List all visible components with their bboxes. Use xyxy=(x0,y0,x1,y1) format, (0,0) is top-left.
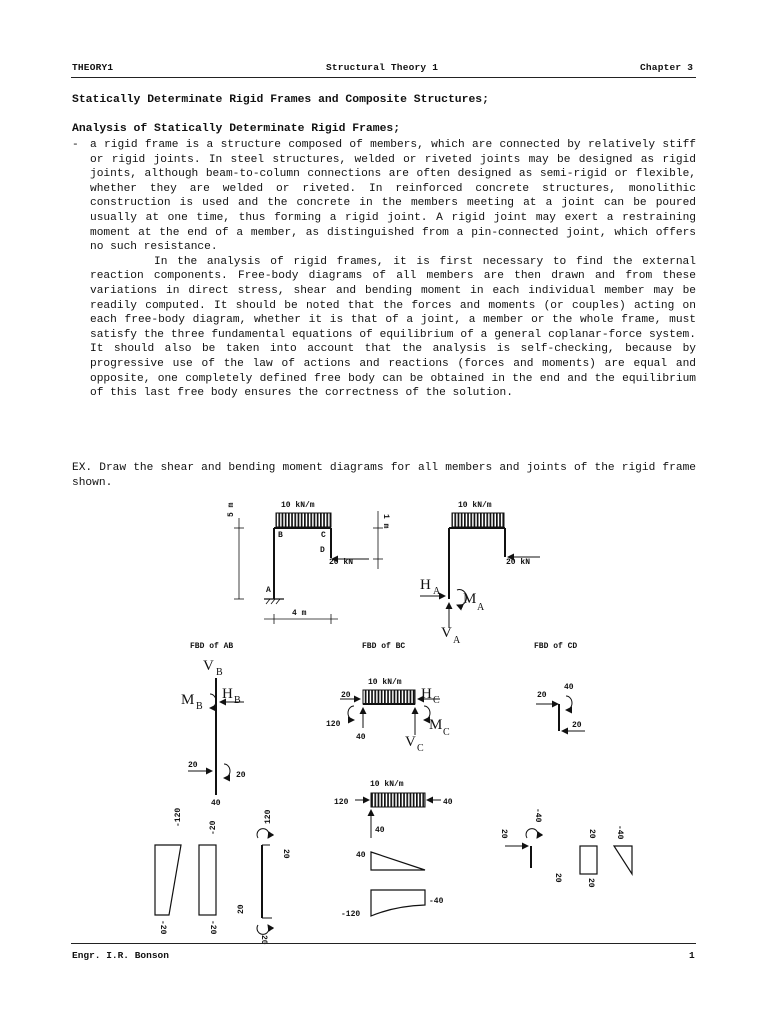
mc-sub: C xyxy=(443,727,450,738)
cd-joint-top: -40 xyxy=(533,808,542,823)
diagrams-cd xyxy=(505,829,632,874)
header-right: Chapter 3 xyxy=(640,62,694,73)
distributed-load-main xyxy=(276,513,331,527)
vb-sub: B xyxy=(216,667,223,678)
ma-sub: A xyxy=(477,602,485,613)
example-statement: EX. Draw the shear and bending moment diagrams for all members and joints of the rigid frame shown. xyxy=(72,462,696,489)
cd-bottom-20: 20 xyxy=(572,721,582,730)
paragraph-2: In the analysis of rigid frames, it is first necessary to find the external reaction components. Free-body diagrams of all members are then drawn and from these variations in direct stress, shear and bending moment in each individual member may be readily computed. It should be noted that the forces and moments (or couples) acting on each free-body diagram, whether it is that of a joint, a member or the whole frame, must satisfy the three fundamental equations of equilibrium of a general coplanar-force system. It should also be taken into account that the analysis is self-checking, because by progressive use of the law of actions and reactions (forces and moments) are equal and opposite, one completely defined free body can be obtained in the end and the equilibrium of this last free body ensures the correctness of the solution. xyxy=(90,255,696,400)
footer-rule xyxy=(71,943,696,944)
cd-sfd-bottom: 20 xyxy=(586,878,595,888)
point-load-label-fbd: 20 kN xyxy=(506,558,531,567)
ma-label: M xyxy=(463,591,477,607)
ab-shear-20: 20 xyxy=(188,761,198,770)
fbd-ab-title: FBD of AB xyxy=(190,642,234,651)
cd-moment-40: 40 xyxy=(564,683,574,692)
bc-left-20: 20 xyxy=(341,691,351,700)
ab-moment-20: 20 xyxy=(236,771,246,780)
load-label-fbd: 10 kN/m xyxy=(458,501,492,510)
section-title: Analysis of Statically Determinate Rigid Frames; xyxy=(72,123,401,135)
bc2-shear-40: 40 xyxy=(375,826,385,835)
ab-bmd-bottom: -20 xyxy=(158,920,167,935)
hc-label: H xyxy=(421,686,432,702)
ab-sfd-top: -20 xyxy=(209,820,218,835)
ha-sub: A xyxy=(433,586,441,597)
vc-sub: C xyxy=(417,743,424,754)
vc-label: V xyxy=(405,734,416,750)
bc2-left-120: 120 xyxy=(334,798,349,807)
va-label: V xyxy=(441,625,452,641)
mb-label: M xyxy=(181,692,195,708)
ab-bmd-top: -120 xyxy=(174,807,183,827)
load-label-bc: 10 kN/m xyxy=(368,678,402,687)
va-sub: A xyxy=(453,635,461,646)
ab-joint-20-top: 20 xyxy=(281,849,290,859)
hb-label: H xyxy=(222,686,233,702)
ab-joint-20-base: 20 xyxy=(259,935,268,945)
bc-sfd-40: 40 xyxy=(356,851,366,860)
node-d-label: D xyxy=(320,546,325,555)
vb-label: V xyxy=(203,658,214,674)
footer-page-number: 1 xyxy=(689,950,695,961)
ab-joint-20-bottom: 20 xyxy=(237,904,246,914)
cd-sfd-top: 20 xyxy=(587,829,596,839)
point-load-label: 20 kN xyxy=(329,558,354,567)
diagrams-ab xyxy=(155,829,272,935)
main-frame xyxy=(234,511,383,624)
mc-label: M xyxy=(429,717,443,733)
mb-sub: B xyxy=(196,701,203,712)
header-left: THEORY1 xyxy=(72,62,114,73)
fbd-cd-title: FBD of CD xyxy=(534,642,578,651)
node-c-label: C xyxy=(321,531,326,540)
ab-sfd-bottom: -20 xyxy=(208,920,217,935)
bc2-right-40: 40 xyxy=(443,798,453,807)
hc-sub: C xyxy=(433,695,440,706)
ha-label: H xyxy=(420,577,431,593)
hb-sub: B xyxy=(234,695,241,706)
footer-left: Engr. I.R. Bonson xyxy=(72,950,169,961)
main-title: Statically Determinate Rigid Frames and Composite Structures; xyxy=(72,94,489,106)
fbd-bc-title: FBD of BC xyxy=(362,642,406,651)
cd-left-20: 20 xyxy=(537,691,547,700)
header-center: Structural Theory 1 xyxy=(326,62,439,73)
cd-bmd-top: -40 xyxy=(615,825,624,840)
dim-width: 4 m xyxy=(292,609,307,618)
cd-joint-bottom: 20 xyxy=(553,873,562,883)
dim-height-right: 1 m xyxy=(381,514,390,529)
ab-joint-120: 120 xyxy=(264,809,273,824)
load-label-main: 10 kN/m xyxy=(281,501,315,510)
bc-bmd-right: -40 xyxy=(429,897,444,906)
bc-bmd-left: -120 xyxy=(341,910,361,919)
paragraph-1-text: a rigid frame is a structure composed of members, which are connected by relatively stiff or rigid joints. In steel structures, welded or riveted joints may be designed as rigid joints, although beam-to-column connections are often designed as semi-rigid or flexible, whether they are welded or riveted. In reinforced concrete structures, monolithic construction is used and the concrete in the members meeting at a joint can be poured usually at one time, thus forming a rigid joint. A rigid joint may exert a restraining moment at the end of a member, as distinguished from a pin-connected joint, which offers no such resistance. xyxy=(90,139,696,254)
bc-shear-40: 40 xyxy=(356,733,366,742)
bullet-dash: - xyxy=(72,139,79,151)
dim-height-left: 5 m xyxy=(227,502,236,517)
node-a-label: A xyxy=(266,586,271,595)
load-label-bc2: 10 kN/m xyxy=(370,780,404,789)
ab-axial-40: 40 xyxy=(211,799,221,808)
bc-moment-120: 120 xyxy=(326,720,341,729)
cd-joint-left: 20 xyxy=(499,829,508,839)
node-b-label: B xyxy=(278,531,283,540)
